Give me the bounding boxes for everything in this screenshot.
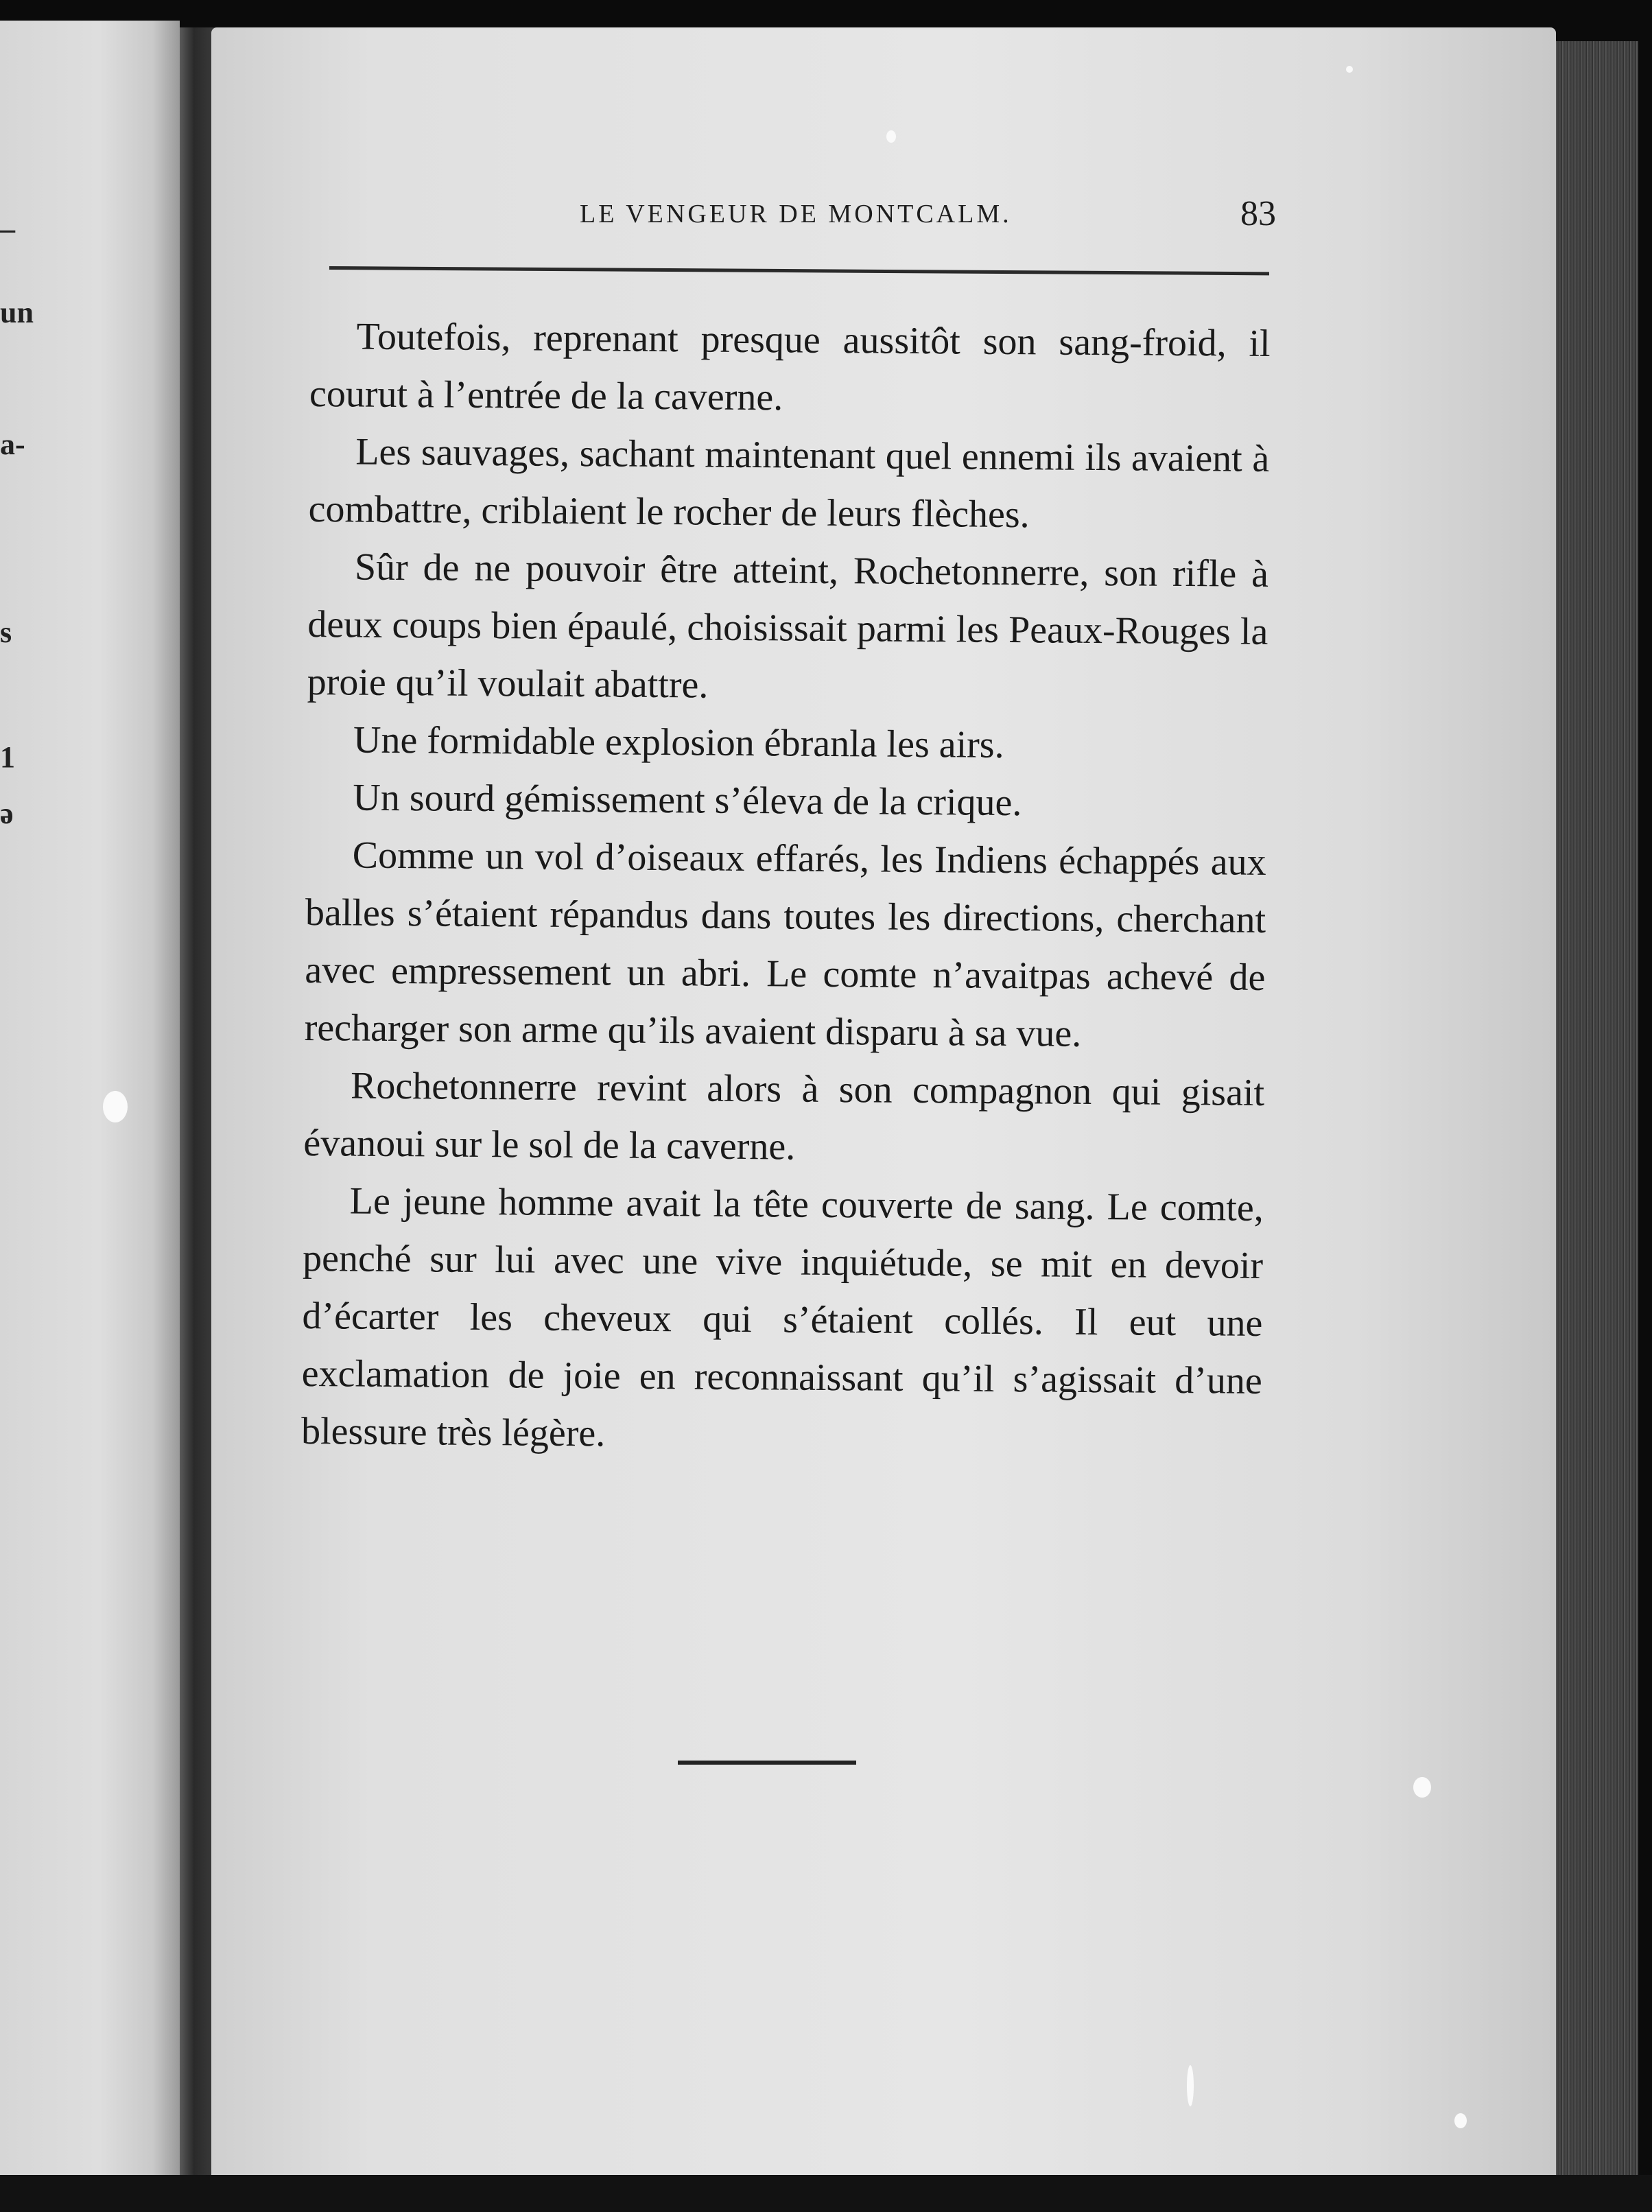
left-facing-page [0, 21, 180, 2182]
scan-speck [103, 1091, 128, 1122]
page-number: 83 [1240, 194, 1276, 233]
book-gutter [180, 27, 215, 2182]
scan-speck [1346, 66, 1353, 73]
left-page-fragment: – [0, 212, 15, 246]
end-of-chapter-rule [678, 1761, 856, 1765]
scan-speck [1413, 1777, 1431, 1798]
scan-bottom-border [0, 2175, 1652, 2212]
paragraph: Comme un vol d’oiseaux effarés, les Indiens échappés aux balles s’étaient répandus dans toutes les directions, cherchant avec empressement un abri. Le comte n’avaitpas achevé de recharger son arme qu’ils avaient disparu à sa vue. [304, 834, 1266, 1055]
paragraph: Le jeune homme avait la tête couverte de sang. Le comte, penché sur lui avec une vive inquiétude, se mit en devoir d’écarter les cheveux qui s’étaient collés. Il eut une exclamation de joie en reconnaissant qu’il s’agissait d’une blessure très légère. [300, 1179, 1264, 1455]
paragraph: Un sourd gémissement s’éleva de la crique. [353, 776, 1022, 825]
scan-speck [886, 130, 896, 143]
paragraph: Une formidable explosion ébranla les airs. [353, 718, 1004, 766]
paragraph: Sûr de ne pouvoir être atteint, Rochetonnerre, son rifle à deux coups bien épaulé, choisissait parmi les Peaux-Rouges la proie qu’il voulait abattre. [307, 545, 1269, 707]
page-edges [1556, 41, 1638, 2182]
paragraph: Les sauvages, sachant maintenant quel ennemi ils avaient à combattre, criblaient le rocher de leurs flèches. [308, 430, 1270, 537]
body-text [301, 307, 1271, 1468]
left-page-fragment: 1 [0, 740, 15, 774]
left-page-fragment: ə [0, 797, 14, 830]
left-page-fragment: un [0, 296, 34, 329]
scan-speck [1187, 2065, 1194, 2106]
left-page-fragment: s [0, 615, 12, 649]
paragraph: Rochetonnerre revint alors à son compagnon qui gisait évanoui sur le sol de la caverne. [303, 1064, 1265, 1168]
running-title: LE VENGEUR DE MONTCALM. [580, 200, 1012, 228]
scan-speck [1454, 2113, 1467, 2128]
paragraph: Toutefois, reprenant presque aussitôt son sang-froid, il courut à l’entrée de la caverne. [309, 315, 1271, 419]
left-page-fragment: a- [0, 427, 25, 461]
